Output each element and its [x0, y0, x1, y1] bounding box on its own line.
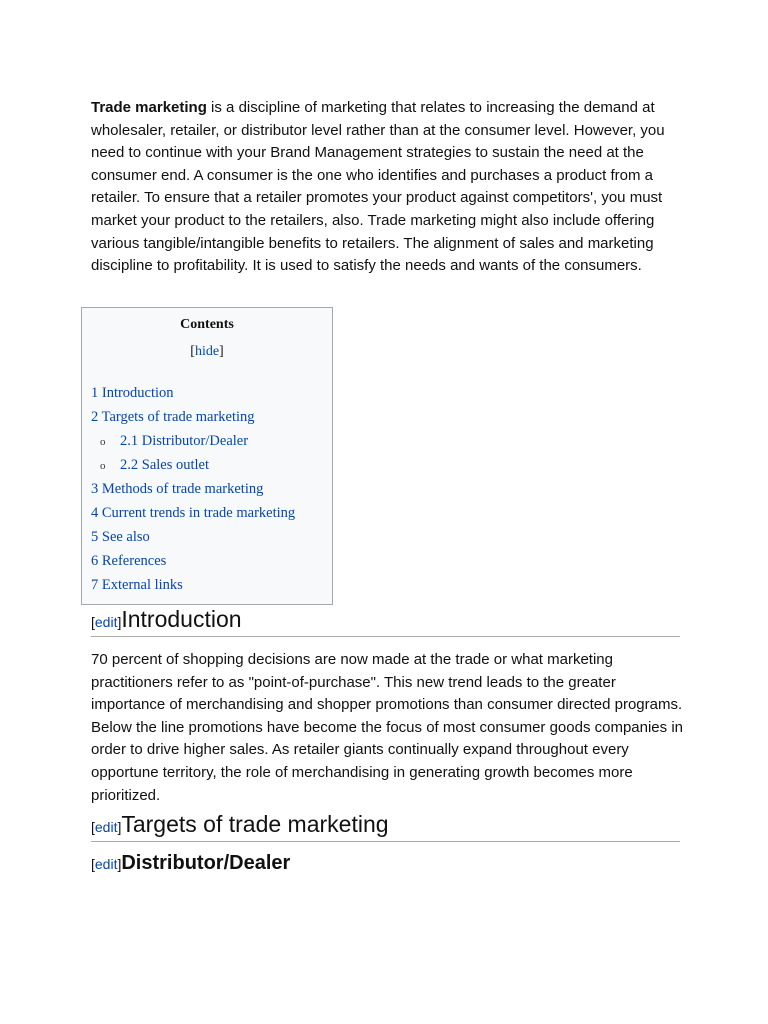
- introduction-paragraph: 70 percent of shopping decisions are now made at the trade or what marketing practitioners refer to as "point-of-purchase". This new trend leads to the greater importance of merchandising and shopper promotions than consumer directed programs. Below the line promotions have become the focus of most consumer goods companies in order to drive higher sales. As retailer giants continually expand throughout every opportune territory, the role of merchandising in generating growth becomes more prioritized.: [91, 651, 683, 804]
- edit-bracket-close: ]: [117, 819, 122, 835]
- bullet-icon: o: [100, 460, 106, 472]
- toc-item: [91, 573, 295, 597]
- section-heading-distributor: [91, 853, 680, 873]
- intro-paragraph: [91, 97, 691, 278]
- section-heading-targets: [91, 813, 680, 842]
- bullet-icon: o: [100, 436, 106, 448]
- toc-hide-toggle: [82, 344, 332, 360]
- toc-item: [91, 549, 295, 573]
- toc-item: [91, 477, 295, 501]
- toc-hide-bracket-open: [: [190, 344, 195, 359]
- toc-link-references[interactable]: 6 References: [91, 553, 167, 569]
- toc-item: [91, 525, 295, 549]
- toc-link-methods[interactable]: 3 Methods of trade marketing: [91, 481, 264, 497]
- toc-link-sales-outlet[interactable]: 2.2 Sales outlet: [120, 457, 210, 473]
- edit-section: [91, 614, 121, 630]
- intro-bold-term: Trade marketing: [91, 99, 207, 116]
- section-heading-introduction: [91, 608, 680, 637]
- toc-link-see-also[interactable]: 5 See also: [91, 529, 150, 545]
- edit-bracket-open: [: [91, 856, 95, 872]
- toc-link-external-links[interactable]: 7 External links: [91, 577, 183, 593]
- edit-bracket-open: [: [91, 614, 95, 630]
- toc-link-current-trends[interactable]: 4 Current trends in trade marketing: [91, 505, 296, 521]
- toc-link-distributor[interactable]: 2.1 Distributor/Dealer: [120, 433, 249, 449]
- edit-bracket-close: ]: [117, 614, 122, 630]
- intro-text: is a discipline of marketing that relates to increasing the demand at wholesaler, retailer, or distributor level rather than at the consumer level. However, you need to continue with your Brand Management strategies to sustain the need at the consumer end. A consumer is the one who identifies and purchases a product from a retailer. To ensure that a retailer promotes your product against competitors', you must market your product to the retailers, also. Trade marketing might also include offering various tangible/intangible benefits to retailers. The alignment of sales and marketing discipline to profitability. It is used to satisfy the needs and wants of the consumers.: [91, 99, 665, 275]
- toc-subitem: [91, 453, 295, 477]
- heading-text: Introduction: [121, 606, 242, 632]
- edit-link[interactable]: edit: [94, 819, 118, 835]
- toc-list: [91, 381, 295, 597]
- toc-link-introduction[interactable]: 1 Introduction: [91, 385, 174, 401]
- edit-section: [91, 856, 121, 872]
- toc-link-targets[interactable]: 2 Targets of trade marketing: [91, 409, 255, 425]
- toc-hide-bracket-close: ]: [219, 344, 224, 359]
- toc-item: [91, 405, 295, 429]
- edit-bracket-open: [: [91, 819, 95, 835]
- heading-text: Targets of trade marketing: [121, 811, 389, 837]
- toc-title: Contents: [180, 317, 234, 332]
- edit-link[interactable]: edit: [94, 614, 118, 630]
- toc-hide-link[interactable]: hide: [194, 344, 220, 359]
- toc-item: [91, 501, 295, 525]
- edit-bracket-close: ]: [117, 856, 122, 872]
- edit-link[interactable]: edit: [94, 856, 118, 872]
- edit-section: [91, 819, 121, 835]
- toc-subitem: [91, 429, 295, 453]
- table-of-contents: [81, 307, 333, 605]
- toc-item: [91, 381, 295, 405]
- heading-text: Distributor/Dealer: [121, 852, 291, 874]
